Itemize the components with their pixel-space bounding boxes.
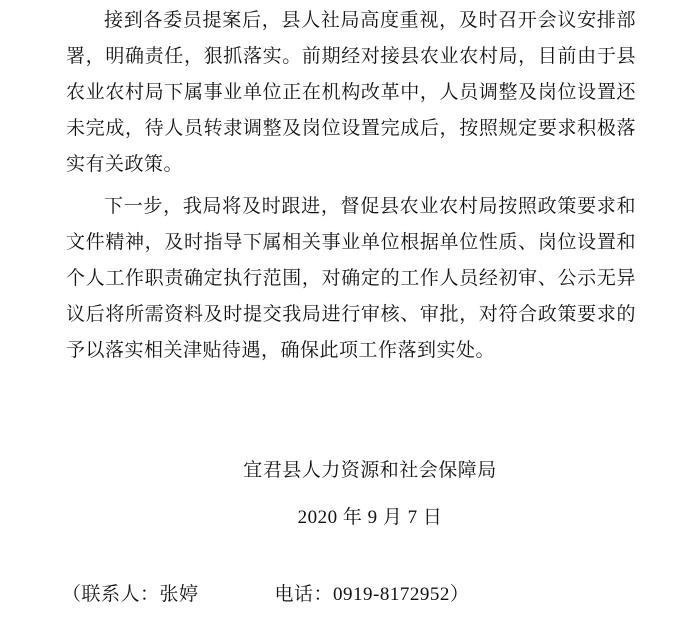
signature-date: 2020 年 9 月 7 日 <box>297 507 443 528</box>
body-paragraph-1: 接到各委员提案后，县人社局高度重视，及时召开会议安排部署，明确责任，狠抓落实。前期经对接县农业农村局，目前由于县农业农村局下属事业单位正在机构改革中，人员调整及岗位设置还未完成，待人员转隶调整及岗位设置完成后，按照规定要求积极落实有关政策。 <box>66 9 636 175</box>
signature-organization: 宜君县人力资源和社会保障局 <box>243 459 497 481</box>
contact-phone: 电话：0919-8172952） <box>274 584 470 605</box>
body-paragraph-2: 下一步，我局将及时跟进，督促县农业农村局按照政策要求和文件精神，及时指导下属相关事业单位根据单位性质、岗位设置和个人工作职责确定执行范围，对确定的工作人员经初审、公示无异议后将所需资料及时提交我局进行审核、审批，对符合政策要求的予以落实相关津贴待遇，确保此项工作落到实处。 <box>66 195 636 361</box>
contact-line <box>62 576 469 613</box>
contact-person: （联系人：张婷 <box>62 583 199 605</box>
